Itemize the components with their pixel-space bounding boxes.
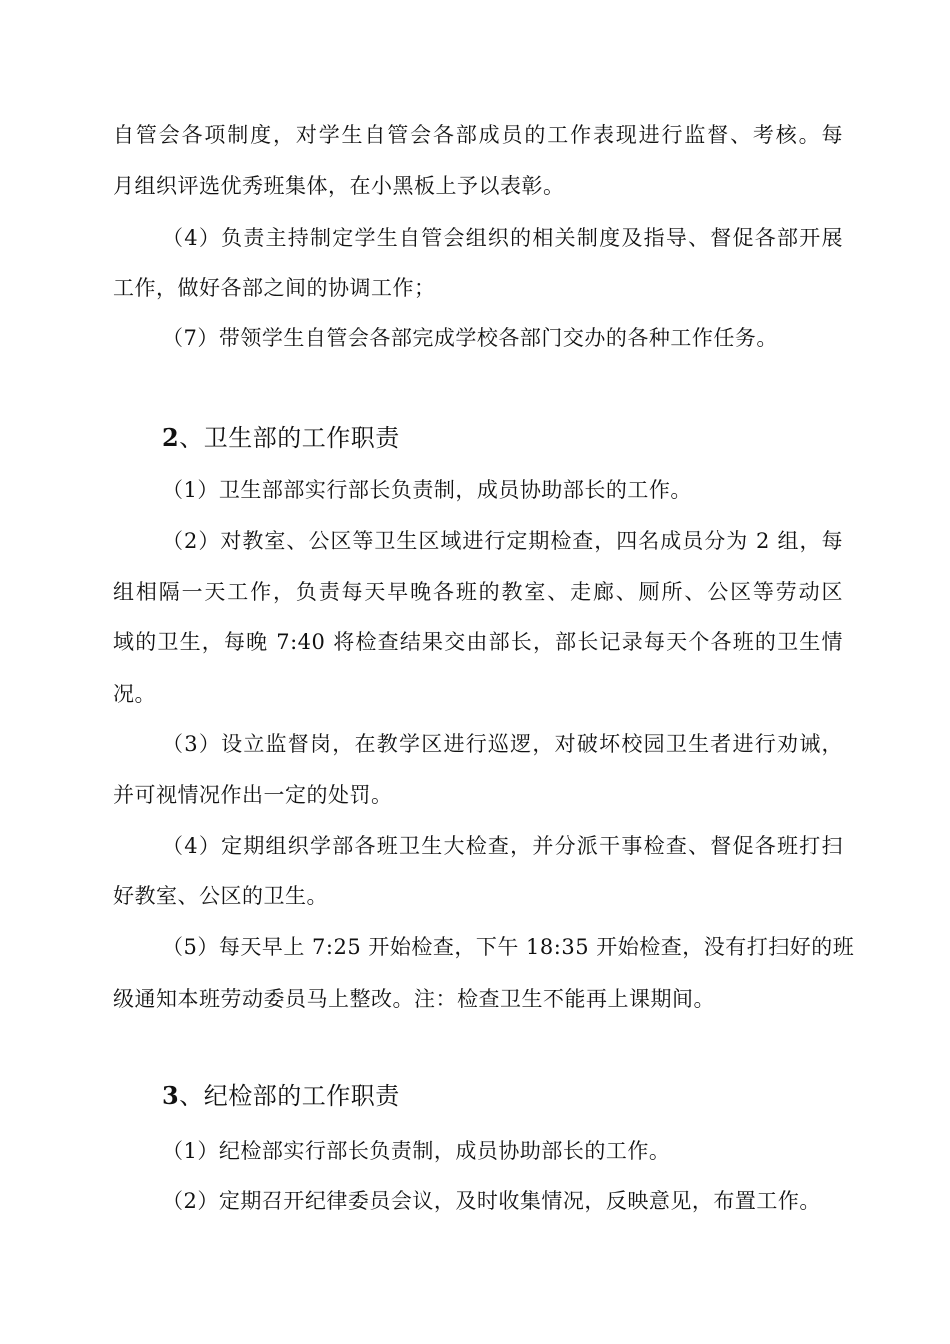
paragraph-line: 级通知本班劳动委员马上整改。注：检查卫生不能再上课期间。 xyxy=(113,987,715,1011)
paragraph-line: （5）每天早上 7:25 开始检查，下午 18:35 开始检查，没有打扫好的班 xyxy=(162,935,855,959)
paragraph-line: （4）定期组织学部各班卫生大检查，并分派干事检查、督促各班打扫 xyxy=(162,834,843,858)
paragraph-line: （1）纪检部实行部长负责制，成员协助部长的工作。 xyxy=(162,1139,671,1163)
paragraph-line: 域的卫生，每晚 7:40 将检查结果交由部长，部长记录每天个各班的卫生情 xyxy=(113,630,843,654)
section-title: 、纪检部的工作职责 xyxy=(179,1082,400,1110)
paragraph-line: （7）带领学生自管会各部完成学校各部门交办的各种工作任务。 xyxy=(162,326,778,350)
paragraph-line: （2）对教室、公区等卫生区域进行定期检查，四名成员分为 2 组，每 xyxy=(162,529,843,553)
section-heading-2 xyxy=(162,422,400,454)
paragraph-line: 自管会各项制度，对学生自管会各部成员的工作表现进行监督、考核。每 xyxy=(113,123,843,147)
paragraph-line: 并可视情况作出一定的处罚。 xyxy=(113,783,393,807)
section-heading-3 xyxy=(162,1080,400,1112)
paragraph-line: （4）负责主持制定学生自管会组织的相关制度及指导、督促各部开展 xyxy=(162,226,843,250)
section-number: 2 xyxy=(162,423,180,452)
paragraph-line: （1）卫生部部实行部长负责制，成员协助部长的工作。 xyxy=(162,478,692,502)
paragraph-line: （2）定期召开纪律委员会议，及时收集情况，反映意见，布置工作。 xyxy=(162,1189,821,1213)
paragraph-line: （3）设立监督岗，在教学区进行巡逻，对破坏校园卫生者进行劝诫， xyxy=(162,732,843,756)
section-title: 、卫生部的工作职责 xyxy=(179,424,400,452)
paragraph-line: 好教室、公区的卫生。 xyxy=(113,884,328,908)
paragraph-line: 组相隔一天工作，负责每天早晚各班的教室、走廊、厕所、公区等劳动区 xyxy=(113,580,843,604)
section-number: 3 xyxy=(162,1081,180,1110)
paragraph-line: 月组织评选优秀班集体，在小黑板上予以表彰。 xyxy=(113,174,565,198)
paragraph-line: 工作，做好各部之间的协调工作； xyxy=(113,276,436,300)
paragraph-line: 况。 xyxy=(113,682,156,706)
